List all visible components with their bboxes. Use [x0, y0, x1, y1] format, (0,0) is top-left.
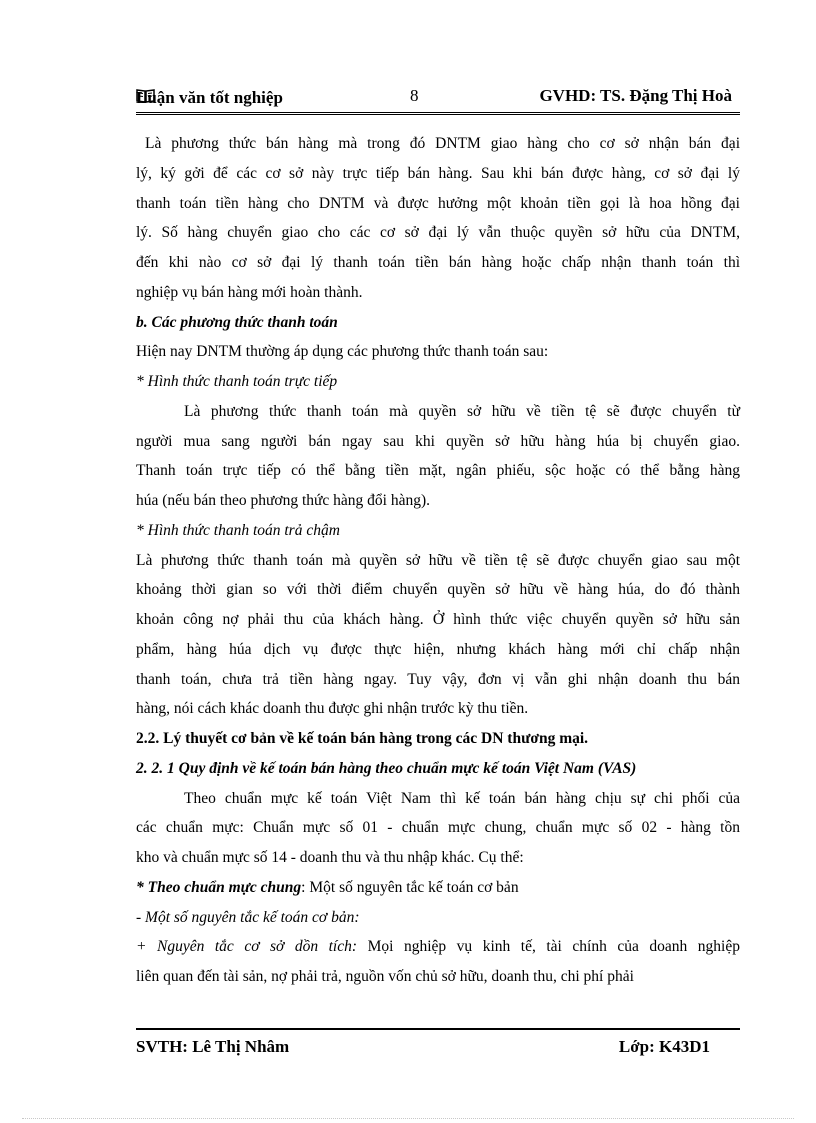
- text-line: lý, ký gởi để các cơ sở này trực tiếp bán hàng. Sau khi bán được hàng, cơ sở đại lý: [136, 164, 740, 182]
- footer-class: Lớp: K43D1: [618, 1037, 710, 1056]
- text-line: Là phương thức bán hàng mà trong đó DNTM giao hàng cho cơ sở nhận bán đại: [145, 135, 740, 152]
- text-line: Là phương thức thanh toán mà quyền sở hữu về tiền tệ sẽ được chuyển từ: [184, 402, 740, 420]
- footer-student: SVTH: Lê Thị Nhâm: [136, 1037, 290, 1056]
- subheading-deferred-payment: * Hình thức thanh toán trả chậm: [136, 521, 340, 539]
- text-line: thanh toán tiền hàng cho DNTM và được hưởng một khoản tiền gọi là hoa hồng đại: [136, 194, 740, 212]
- text-dontich: Mọi nghiệp vụ kinh tế, tài chính của doanh nghiệp: [357, 938, 740, 956]
- text-line-dontich: [136, 932, 740, 962]
- document-body: [136, 129, 740, 992]
- text-line: người mua sang người bán ngay sau khi quyền sở hữu hàng húa bị chuyển giao.: [136, 432, 740, 450]
- subheading-direct-payment: * Hình thức thanh toán trực tiếp: [136, 373, 338, 390]
- text-line: lý. Số hàng chuyển giao cho các cơ sở đại lý vẫn thuộc quyền sở hữu của DNTM,: [136, 224, 740, 242]
- page-number: 8: [410, 86, 419, 105]
- text-line: khoảng thời gian so với thời điểm chuyển quyền sở hữu về hàng húa, do đó thành: [136, 581, 740, 599]
- text-line: Theo chuẩn mực kế toán Việt Nam thì kế toán bán hàng chịu sự chi phối của: [184, 789, 740, 807]
- text-line: Là phương thức thanh toán mà quyền sở hữu về tiền tệ sẽ được chuyển giao sau một: [136, 551, 740, 569]
- text-line: nghiệp vụ bán hàng mới hoàn thành.: [136, 283, 363, 301]
- text-line: kho và chuẩn mực số 14 - doanh thu và thu nhập khác. Cụ thể:: [136, 849, 524, 866]
- header-title: Luận văn tốt nghiệp: [136, 88, 283, 107]
- section-heading-b: b. Các phương thức thanh toán: [136, 313, 338, 331]
- text-chung: : Một số nguyên tắc kế toán cơ bản: [301, 878, 519, 896]
- label-dontich: + Nguyên tắc cơ sở dồn tích:: [136, 938, 358, 956]
- text-line: Thanh toán trực tiếp có thể bằng tiền mặt, ngân phiếu, sộc hoặc có thể bằng hàng: [136, 462, 740, 480]
- text-line: liên quan đến tài sản, nợ phải trả, nguồn vốn chủ sở hữu, doanh thu, chi phí phải: [136, 968, 634, 985]
- text-line: Hiện nay DNTM thường áp dụng các phương thức thanh toán sau:: [136, 343, 549, 361]
- text-line-chung: [136, 873, 740, 903]
- subheading-principles: - Một số nguyên tắc kế toán cơ bản:: [136, 908, 360, 926]
- text-line: khoản công nợ phải thu của khách hàng. Ở hình thức việc chuyển quyền sở hữu sản: [136, 611, 740, 628]
- text-line: thanh toán, chưa trả tiền hàng ngay. Tuy vậy, đơn vị vẫn ghi nhận doanh thu bán: [136, 670, 740, 688]
- text-line: phẩm, hàng húa dịch vụ được thực hiện, nhưng khách hàng mới chỉ chấp nhận: [136, 640, 740, 658]
- text-line: hàng, nói cách khác doanh thu được ghi nhận trước kỳ thu tiền.: [136, 700, 529, 718]
- page-footer: [136, 1028, 740, 1056]
- section-heading-2-2: 2.2. Lý thuyết cơ bản về kế toán bán hàng trong các DN thương mại.: [136, 730, 589, 747]
- header-supervisor: GVHD: TS. Đặng Thị Hoà: [539, 86, 732, 105]
- text-line: các chuẩn mực: Chuẩn mực số 01 - chuẩn mực chung, chuẩn mực số 02 - hàng tồn: [136, 819, 740, 837]
- label-chung: * Theo chuẩn mực chung: [136, 878, 302, 896]
- section-heading-2-2-1: 2. 2. 1 Quy định về kế toán bán hàng theo chuẩn mực kế toán Việt Nam (VAS): [136, 759, 637, 777]
- text-line: đến khi nào cơ sở đại lý thanh toán tiền bán hàng hoặc chấp nhận thanh toán thì: [136, 254, 740, 271]
- page-bottom-divider: [22, 1118, 794, 1120]
- page-header: [136, 84, 740, 115]
- text-line: húa (nếu bán theo phương thức hàng đổi hàng).: [136, 492, 431, 509]
